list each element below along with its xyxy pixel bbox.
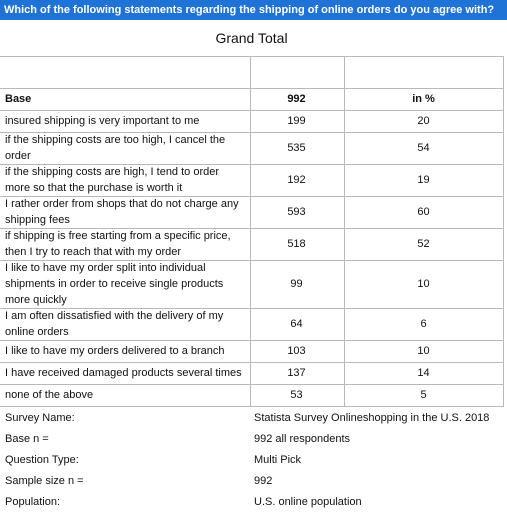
row-count: 99 <box>290 278 303 290</box>
table-header-row <box>0 88 503 110</box>
meta-row <box>0 449 507 470</box>
row-percent: 60 <box>417 206 430 218</box>
table-row <box>0 164 503 196</box>
row-percent: 19 <box>417 174 430 186</box>
table-column-divider <box>503 56 504 407</box>
row-count: 192 <box>287 174 306 186</box>
table-column-divider <box>250 56 251 407</box>
meta-row <box>0 407 507 428</box>
meta-key: Question Type: <box>5 453 79 466</box>
row-count: 199 <box>287 115 306 127</box>
row-label: none of the above <box>5 389 94 401</box>
meta-value: Multi Pick <box>254 453 302 466</box>
row-count: 518 <box>287 238 306 250</box>
table-column-divider <box>344 56 345 407</box>
meta-key: Survey Name: <box>5 411 75 424</box>
row-percent: 10 <box>417 278 430 290</box>
row-count: 137 <box>287 367 306 379</box>
table-row <box>0 362 503 384</box>
row-label: I am often dissatisfied with the delivery of my online orders <box>5 310 224 338</box>
table-row <box>0 228 503 260</box>
row-percent: 52 <box>417 238 430 250</box>
row-percent: 5 <box>420 389 427 401</box>
meta-row <box>0 470 507 491</box>
row-label: I like to have my order split into individual shipments in order to receive single products more quickly <box>5 262 224 306</box>
table-row <box>0 132 503 164</box>
row-count: 53 <box>290 389 303 401</box>
row-percent: 54 <box>417 142 430 154</box>
row-label: if the shipping costs are high, I tend to order more so that the purchase is worth it <box>5 166 220 194</box>
row-percent: 10 <box>417 345 430 357</box>
table-row <box>0 340 503 362</box>
table-gridline <box>0 56 503 57</box>
question-title: Which of the following statements regarding the shipping of online orders do you agree with? <box>0 0 507 20</box>
row-label: I have received damaged products several times <box>5 367 242 379</box>
meta-row <box>0 428 507 449</box>
table-row <box>0 196 503 228</box>
grand-total-heading: Grand Total <box>215 30 288 46</box>
table-row <box>0 110 503 132</box>
row-count: 593 <box>287 206 306 218</box>
meta-key: Sample size n = <box>5 474 84 487</box>
meta-key: Base n = <box>5 432 49 445</box>
row-label: I rather order from shops that do not charge any shipping fees <box>5 198 239 226</box>
row-label: I like to have my orders delivered to a branch <box>5 345 225 357</box>
meta-value: 992 all respondents <box>254 432 351 445</box>
meta-row <box>0 491 507 512</box>
row-count: 992 <box>287 93 306 105</box>
meta-value: Statista Survey Onlineshopping in the U.S. 2018 <box>254 411 490 424</box>
row-percent: in % <box>412 93 435 105</box>
table-row <box>0 384 503 406</box>
row-label: insured shipping is very important to me <box>5 115 200 127</box>
row-count: 103 <box>287 345 306 357</box>
row-count: 64 <box>290 318 303 330</box>
meta-key: Population: <box>5 495 61 508</box>
meta-value: U.S. online population <box>254 495 362 508</box>
row-label: if the shipping costs are too high, I cancel the order <box>5 134 226 162</box>
row-label: Base <box>5 93 32 105</box>
row-percent: 14 <box>417 367 430 379</box>
table-row <box>0 260 503 308</box>
row-percent: 20 <box>417 115 430 127</box>
row-label: if shipping is free starting from a specific price, then I try to reach that with my order <box>5 230 231 258</box>
row-count: 535 <box>287 142 306 154</box>
row-percent: 6 <box>420 318 427 330</box>
meta-value: 992 <box>254 474 273 487</box>
table-row <box>0 308 503 340</box>
